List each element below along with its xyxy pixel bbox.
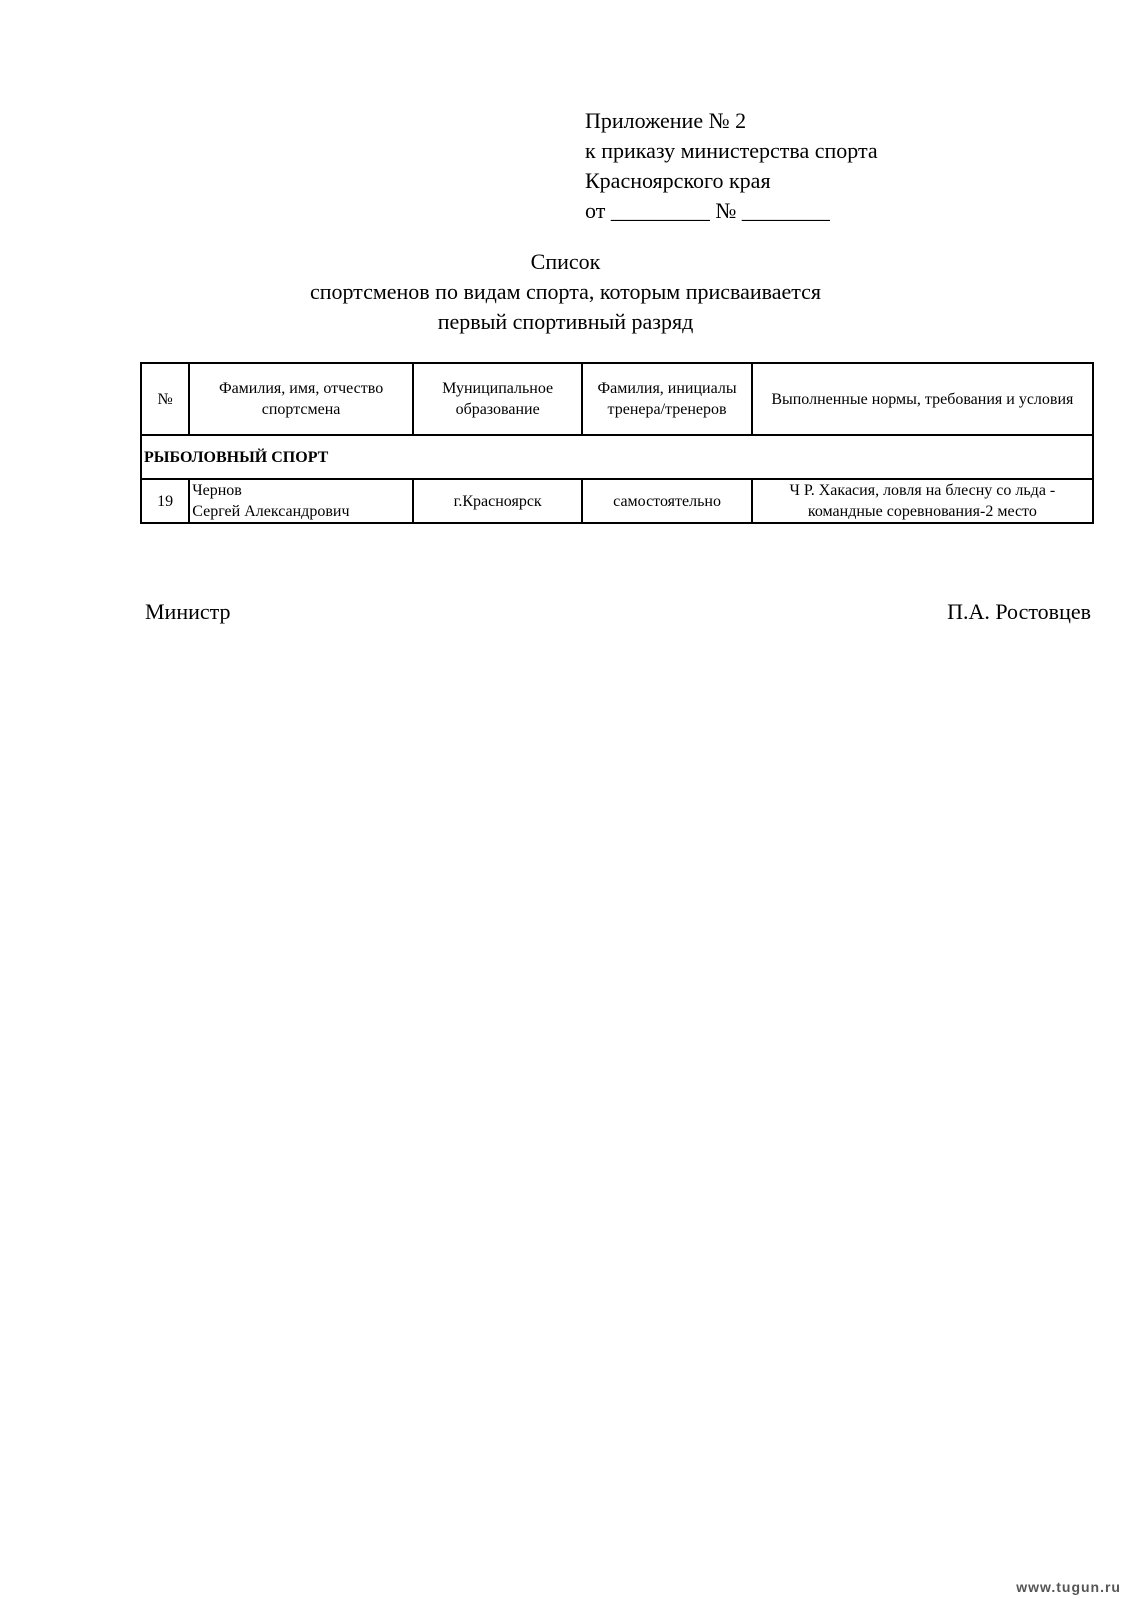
appendix-date-number: от _________ № ________ <box>585 198 830 223</box>
document-subtitle: спортсменов по видам спорта, которым присваивается <box>309 279 822 304</box>
athlete-given-names: Сергей Александрович <box>192 503 350 520</box>
appendix-order-ref: к приказу министерства спорта <box>585 138 878 163</box>
header-number: № <box>141 363 189 435</box>
norms-line-2: командные соревнования-2 место <box>807 503 1037 520</box>
signature-position: Министр <box>145 599 231 624</box>
header-coach: Фамилия, инициалы тренера/тренеров <box>582 363 751 435</box>
watermark: www.tugun.ru <box>1016 1579 1121 1595</box>
appendix-block <box>585 106 878 226</box>
row-municipality: г.Красноярск <box>413 479 582 523</box>
signatory-name: П.А. Ростовцев <box>947 599 1091 624</box>
header-athlete-name: Фамилия, имя, отчество спортсмена <box>189 363 413 435</box>
section-title: РЫБОЛОВНЫЙ СПОРТ <box>141 435 1093 479</box>
athletes-table <box>140 362 1094 524</box>
document-subtitle-rank: первый спортивный разряд <box>437 309 694 334</box>
row-norms <box>752 479 1093 523</box>
header-norms: Выполненные нормы, требования и условия <box>752 363 1093 435</box>
table-row <box>141 479 1093 523</box>
table-header-row <box>141 363 1093 435</box>
norms-line-1: Ч Р. Хакасия, ловля на блесну со льда - <box>789 482 1056 499</box>
appendix-region: Красноярского края <box>585 168 771 193</box>
athlete-surname: Чернов <box>192 482 242 499</box>
document-title: Список <box>530 249 601 274</box>
appendix-number: Приложение № 2 <box>585 108 747 133</box>
row-number: 19 <box>141 479 189 523</box>
row-coach: самостоятельно <box>582 479 751 523</box>
header-municipality: Муниципальное образование <box>413 363 582 435</box>
section-row <box>141 435 1093 479</box>
row-athlete-name <box>189 479 413 523</box>
document-heading <box>0 247 1131 337</box>
